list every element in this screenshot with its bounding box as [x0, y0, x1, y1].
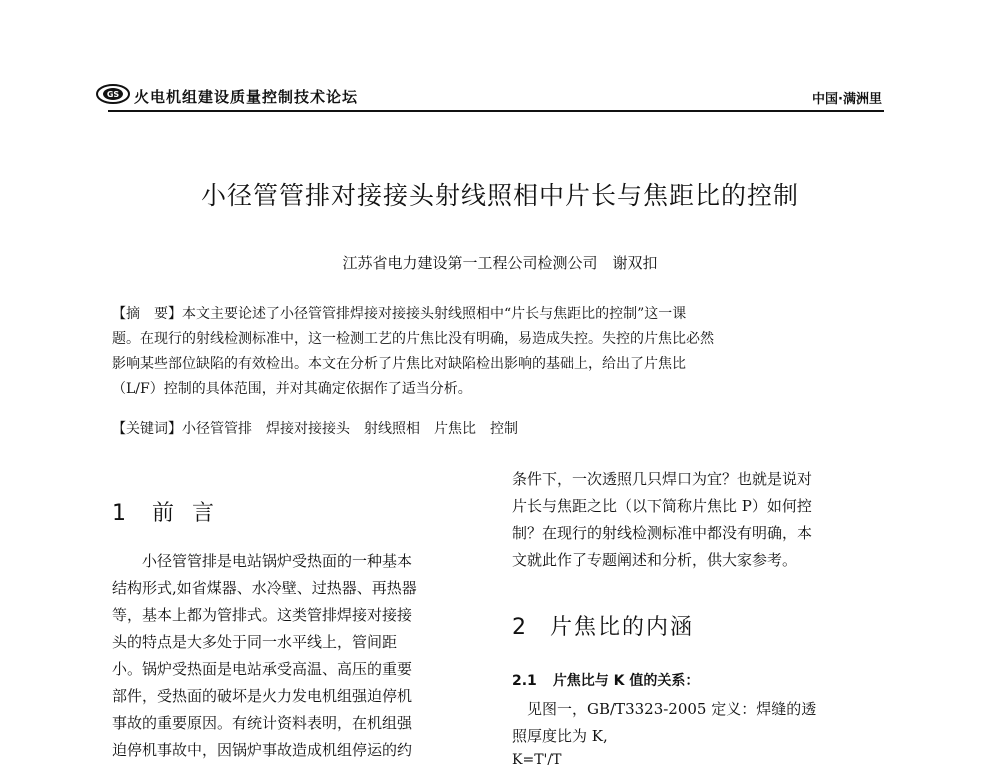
logo [96, 84, 130, 104]
abstract [112, 302, 882, 402]
abstract-line: （L/F）控制的具体范围，并对其确定依据作了适当分析。 [112, 381, 472, 397]
section-2-body [512, 696, 884, 750]
abstract-line: 影响某些部位缺陷的有效检出。本文在分析了片焦比对缺陷检出影响的基础上，给出了片焦比 [112, 356, 686, 372]
body-line: 部件，受热面的破坏是火力发电机组强迫停机 [112, 687, 413, 705]
body-line: 小径管管排是电站锅炉受热面的一种基本 [112, 552, 413, 570]
header-divider [108, 110, 884, 112]
subsection-2-1-heading [512, 670, 699, 690]
keywords: 【关键词】小径管管排 焊接对接接头 射线照相 片焦比 控制 [112, 421, 518, 437]
body-line: 见图一，GB/T3323-2005 定义：焊缝的透 [512, 700, 817, 718]
paper-title: 小径管管排对接接头射线照相中片长与焦距比的控制 [200, 181, 799, 210]
body-line: 小。锅炉受热面是电站承受高温、高压的重要 [112, 660, 413, 678]
body-line: 条件下，一次透照几只焊口为宜？也就是说对 [512, 470, 813, 488]
body-line: 片长与焦距之比（以下简称片焦比 P）如何控 [512, 497, 812, 515]
section-1-body [112, 548, 484, 764]
author-affiliation: 江苏省电力建设第一工程公司检测公司 谢双扣 [342, 254, 658, 272]
body-line: 等，基本上都为管排式。这类管排焊接对接接 [112, 606, 413, 624]
section-number: 2 [512, 615, 528, 640]
section-number: 1 [112, 501, 128, 526]
body-line: 照厚度比为 K, [512, 727, 608, 745]
formula-clipped: K=T'/T [512, 752, 562, 768]
body-line: 头的特点是大多处于同一水平线上，管间距 [112, 633, 398, 651]
body-line: 制？在现行的射线检测标准中都没有明确，本 [512, 524, 813, 542]
logo-text: GS [106, 90, 120, 99]
section-title: 前言 [152, 501, 233, 526]
logo-emblem-icon [96, 84, 130, 104]
subsection-number: 2.1 [512, 673, 537, 689]
header-title: 火电机组建设质量控制技术论坛 [134, 88, 359, 106]
abstract-line: 题。在现行的射线检测标准中，这一检测工艺的片焦比没有明确，易造成失控。失控的片焦比必然 [112, 331, 714, 347]
section-1-heading [112, 496, 232, 527]
body-line: 事故的重要原因。有统计资料表明，在机组强 [112, 714, 413, 732]
subsection-title: 片焦比与 K 值的关系： [552, 673, 700, 689]
section-2-heading [512, 610, 694, 641]
body-line: 文就此作了专题阐述和分析，供大家参考。 [512, 551, 798, 569]
body-line: 迫停机事故中，因锅炉事故造成机组停运的约 [112, 741, 413, 759]
body-line: 结构形式,如省煤器、水冷壁、过热器、再热器 [112, 579, 417, 597]
abstract-line: 【摘 要】本文主要论述了小径管管排焊接对接接头射线照相中“片长与焦距比的控制”这一课 [112, 306, 687, 322]
header-location: 中国·满洲里 [812, 92, 882, 107]
section-title: 片焦比的内涵 [550, 615, 695, 640]
right-column-continuation [512, 466, 884, 574]
